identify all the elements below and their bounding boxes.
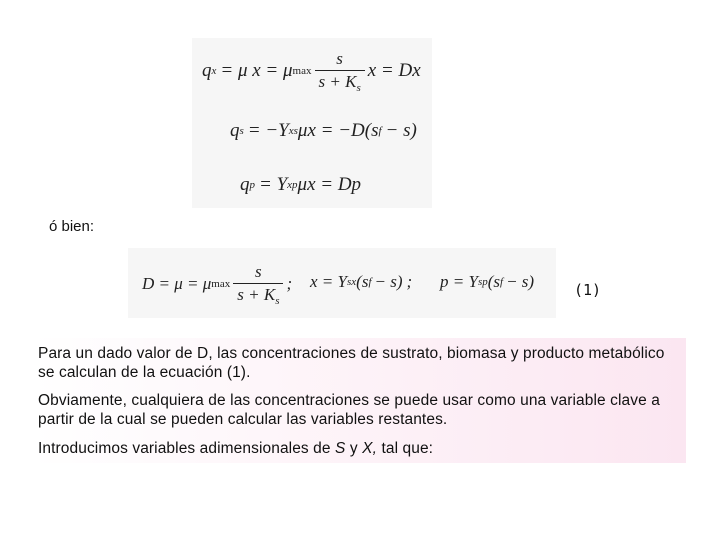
equation-qp: q p = Y xp μx = Dp (240, 174, 362, 195)
equations-image-top (192, 38, 432, 208)
equation-number: (1) (574, 281, 602, 299)
label-o-bien: ó bien: (49, 218, 95, 235)
equation-qx: q x = μ x = μ max $\frac{s}{s + K_s}$ x = Dx (202, 48, 421, 94)
paragraph-3: Introducimos variables adimensionales de S y X, tal que: (38, 440, 434, 457)
equation-qs: q s = −Y xs μx = −D(s f − s) (230, 120, 417, 141)
equation-x: x = Y sx (s f − s) ; (310, 272, 413, 291)
equation-d: D = μ = μ max $\frac{s}{s + K_s}$ ; (142, 261, 293, 307)
equation-p: p = Y sp (s f − s) (440, 272, 535, 291)
fraction-monod-system: $\frac{s}{s + K_s}$ (233, 262, 283, 307)
paragraph-1: Para un dado valor de D, las concentraciones de sustrato, biomasa y producto metabólico se calculan de la ecuación (1). (38, 345, 665, 381)
equations-image-system (128, 248, 556, 318)
paragraph-2: Obviamente, cualquiera de las concentraciones se puede usar como una variable clave a partir de la cual se pueden calcular las variables restantes. (38, 392, 660, 428)
fraction-monod: $\frac{s}{s + K_s}$ (315, 49, 365, 94)
